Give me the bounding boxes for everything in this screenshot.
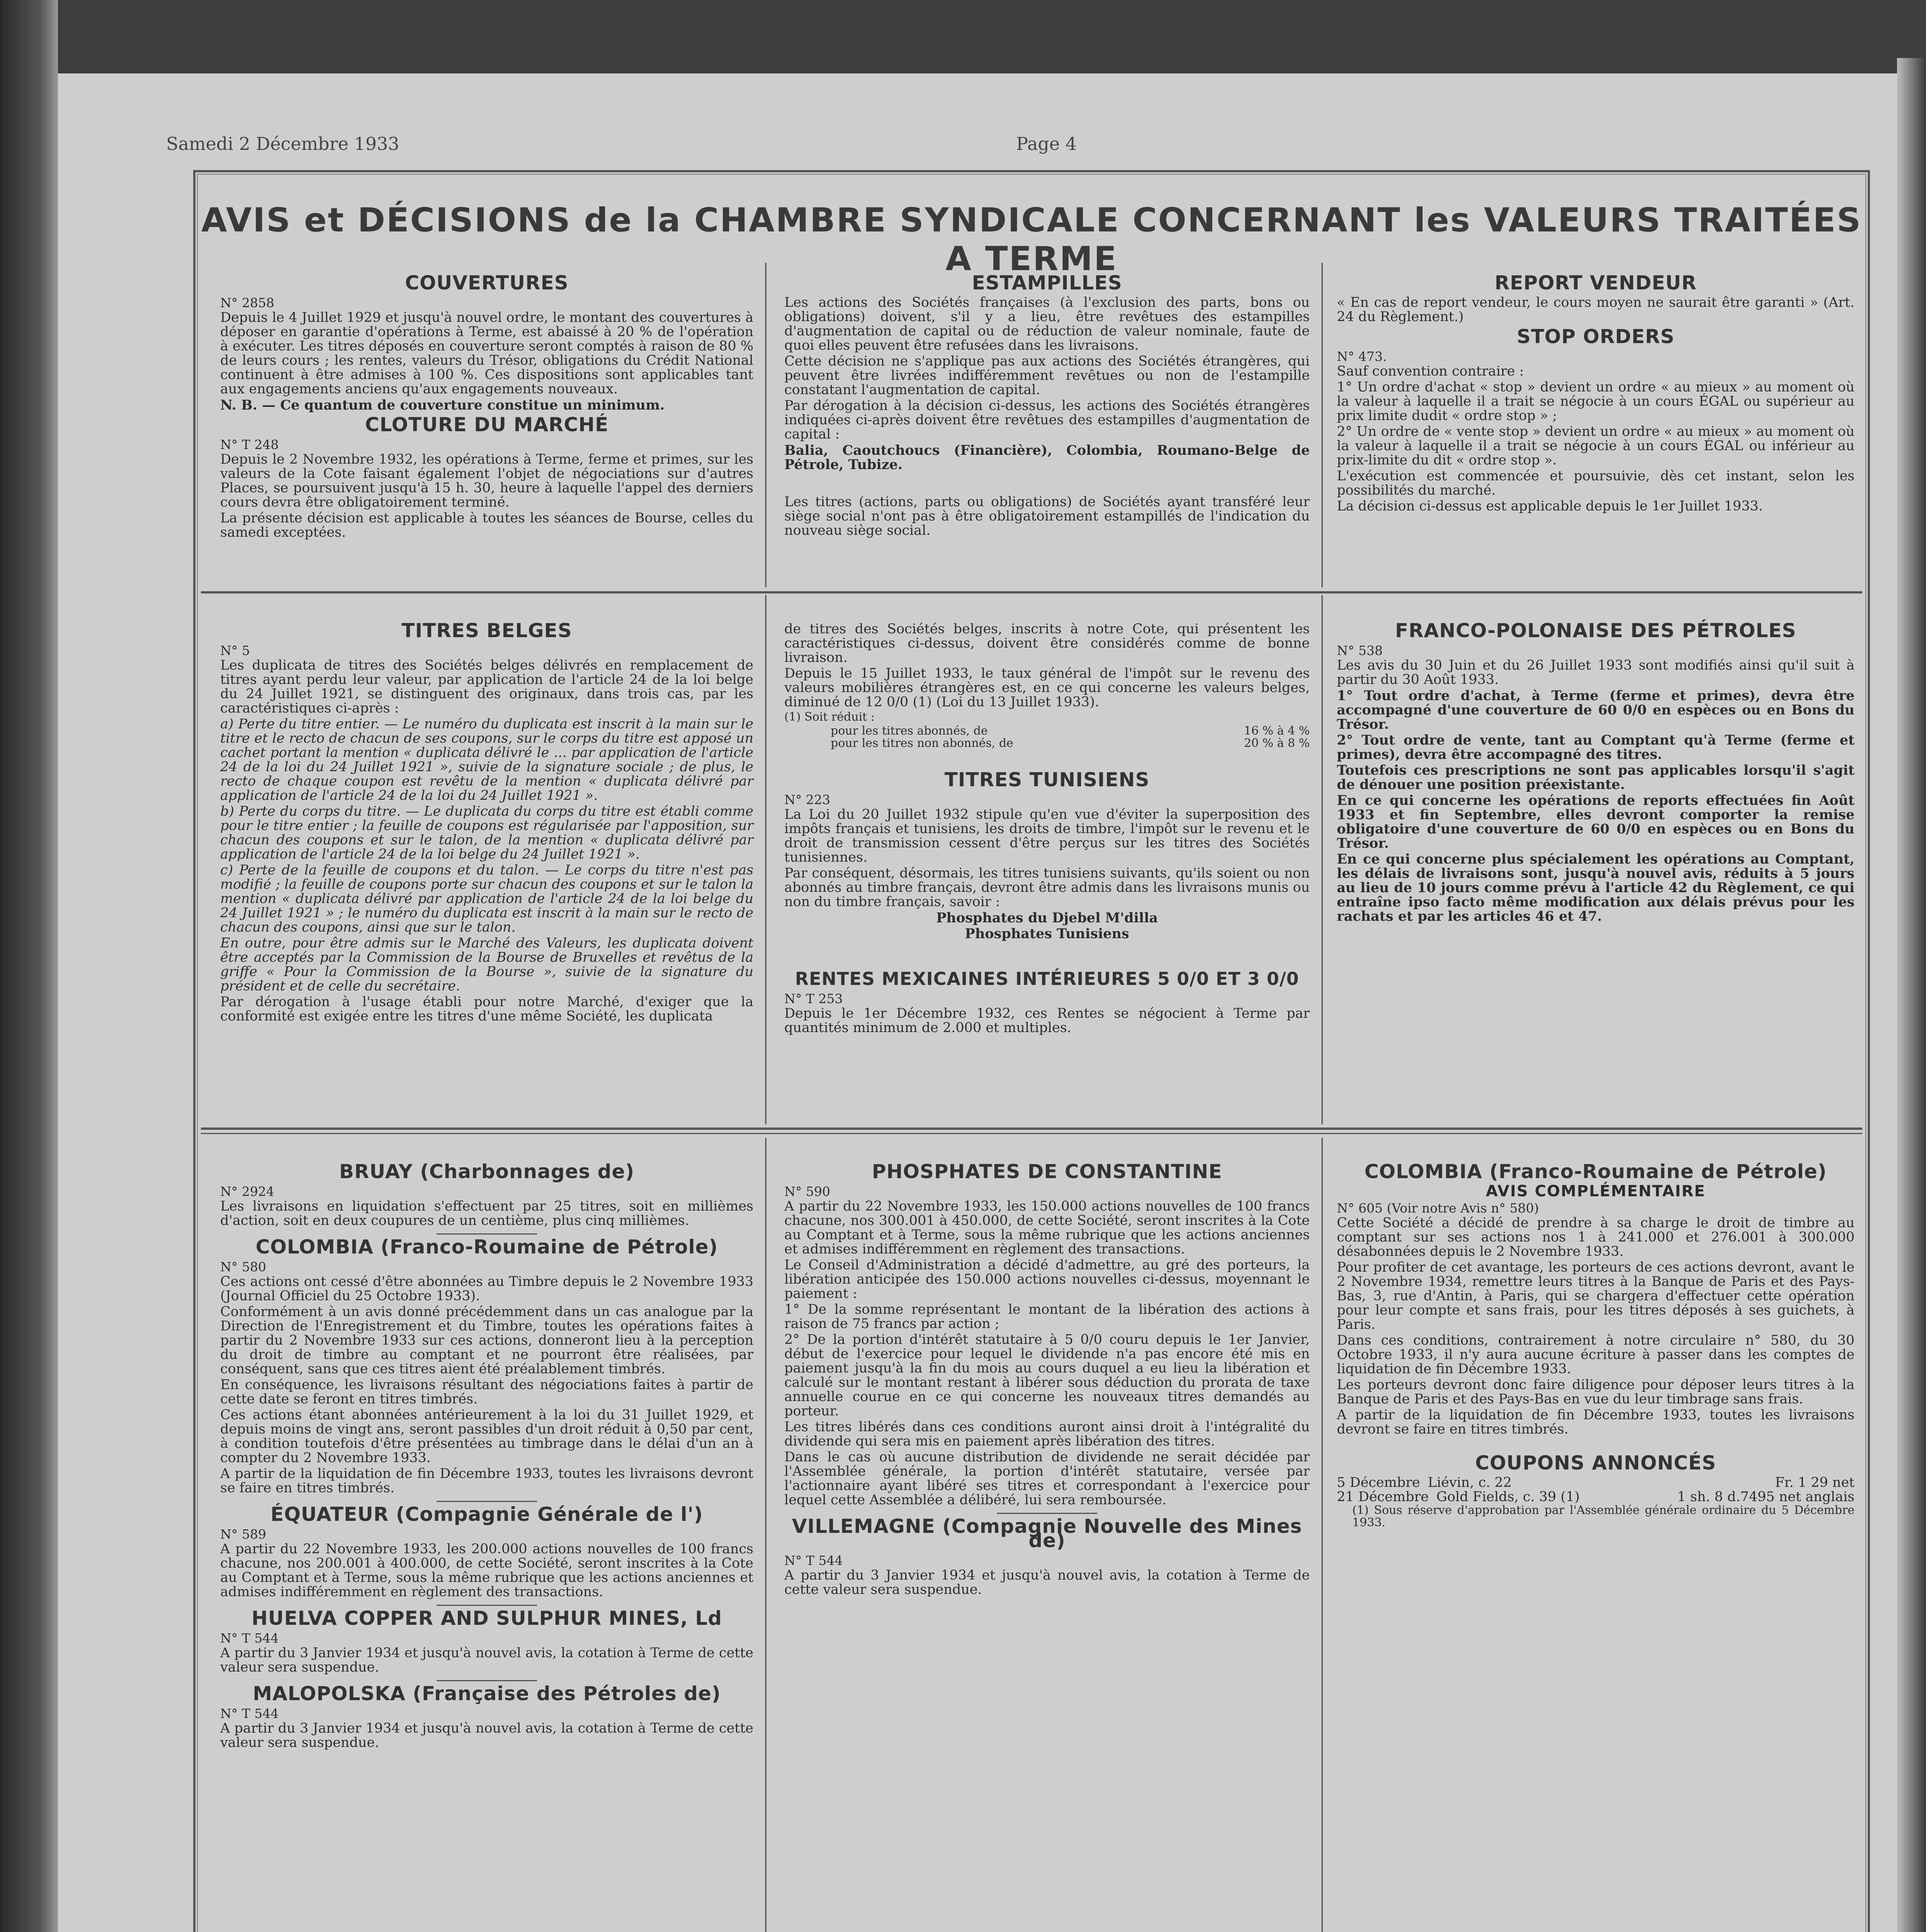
nota-bene: N. B. — Ce quantum de couverture constitue un minimum. — [220, 397, 665, 413]
colombia-heading: COLOMBIA (Franco-Roumaine de Pétrole) — [255, 1236, 718, 1258]
coupon-amount: 1 sh. 8 d.7495 net anglais — [1677, 1489, 1855, 1505]
paragraph: A partir du 22 Novembre 1933, les 150.000 actions nouvelles de 100 francs chacune, nos 300.001 à 450.000, de cette Société, seront inscrites à la Cote au Comptant et à Terme, sous la même rubrique que les actions anciennes et admises indifféremment en règlement des transactions. — [784, 1199, 1310, 1257]
column-rule — [1321, 1138, 1323, 1932]
column-rule — [765, 595, 767, 1124]
footnote: (1) Soit réduit : — [784, 710, 875, 724]
notice-ref: N° 590 — [784, 1184, 830, 1199]
separator — [437, 1605, 537, 1606]
notice-ref: N° T 544 — [220, 1706, 279, 1721]
titres-belges-heading: TITRES BELGES — [401, 619, 572, 642]
notice-ref: N° T 253 — [784, 991, 843, 1006]
colombia-heading: COLOMBIA (Franco-Roumaine de Pétrole) — [1364, 1160, 1827, 1183]
column-rule — [1321, 595, 1323, 1124]
page-number: Page 4 — [1016, 133, 1077, 154]
tax-rate-label: pour les titres non abonnés, de — [831, 736, 1013, 750]
couvertures-heading: COUVERTURES — [405, 272, 569, 294]
paragraph: Les porteurs devront donc faire diligence pour déposer leurs titres à la Banque de Paris et des Pays-Bas en vue du leur timbrage sans frais. — [1337, 1377, 1855, 1407]
belges-continued-column — [784, 622, 1310, 1037]
paragraph: Dans ces conditions, contrairement à notre circulaire n° 580, du 30 Octobre 1933, il n'y aura aucune écriture à passer dans les comptes de liquidation de fin Décembre 1933. — [1337, 1333, 1855, 1377]
paragraph: Par dérogation à la décision ci-dessus, les actions des Sociétés étrangères indiquées ci-après doivent être revêtues des estampilles d'augmentation de capital : — [784, 398, 1310, 442]
tax-rate-row — [784, 725, 1310, 737]
paragraph: 2° Un ordre de « vente stop » devient un ordre « au mieux » au moment où la valeur à laquelle il a trait se négocie à un cours ÉGAL ou inférieur au prix-limite du dit « ordre stop ». — [1337, 424, 1855, 468]
phosphates-column — [784, 1159, 1310, 1599]
paragraph: Cette Société a décidé de prendre à sa charge le droit de timbre au comptant sur ses actions nos 1 à 241.000 et 276.001 à 300.000 désabonnées depuis le 2 Novembre 1933. — [1337, 1215, 1855, 1259]
paragraph: 1° Un ordre d'achat « stop » devient un ordre « au mieux » au moment où la valeur à laquelle il a trait se négocie à un cours ÉGAL ou supérieur au prix limite dudit « ordre stop » ; — [1337, 379, 1855, 423]
separator — [437, 1233, 537, 1235]
paragraph: A partir du 3 Janvier 1934 et jusqu'à nouvel avis, la cotation à Terme de cette valeur sera suspendue. — [220, 1721, 753, 1750]
colombia-complement-column — [1337, 1159, 1855, 1531]
paragraph: 2° Tout ordre de vente, tant au Comptant qu'à Terme (ferme et primes), devra être accompagné des titres. — [1337, 732, 1855, 762]
paragraph: A partir du 22 Novembre 1933, les 200.000 actions nouvelles de 100 francs chacune, nos 200.001 à 400.000, de cette Société, seront inscrites à la Cote au Comptant et à Terme, sous la même rubrique que les actions anciennes et admises indifféremment en règlement des transactions. — [220, 1541, 753, 1600]
equateur-heading: ÉQUATEUR (Compagnie Générale de l') — [270, 1503, 703, 1526]
notice-ref: N° 2858 — [220, 295, 274, 310]
notice-ref: N° 473. — [1337, 349, 1387, 364]
coupon-row — [1337, 1490, 1855, 1504]
coupon-list — [1337, 1476, 1855, 1504]
notice-ref: N° 538 — [1337, 643, 1383, 658]
paragraph: A partir du 3 Janvier 1934 et jusqu'à nouvel avis, la cotation à Terme de cette valeur sera suspendue. — [784, 1568, 1310, 1597]
company-list: Balia, Caoutchoucs (Financière), Colombia, Roumano-Belge de Pétrole, Tubize. — [784, 442, 1310, 473]
malopolska-heading: MALOPOLSKA (Française des Pétroles de) — [253, 1682, 721, 1705]
paragraph: Les livraisons en liquidation s'effectuent par 25 titres, soit en millièmes d'action, soit en deux coupures de un centième, plus cinq millièmes. — [220, 1199, 753, 1228]
paragraph: Ces actions étant abonnées antérieurement à la loi du 31 Juillet 1929, et depuis moins de vingt ans, seront passibles d'un droit réduit à 0,50 par cent, à condition toutefois d'être présentées au timbrage dans le délai d'un an à compter du 2 Novembre 1933. — [220, 1407, 753, 1466]
stop-orders-heading: STOP ORDERS — [1516, 325, 1675, 348]
villemagne-heading: VILLEMAGNE (Compagnie Nouvelle des Mines de) — [792, 1515, 1302, 1552]
paragraph: A partir du 3 Janvier 1934 et jusqu'à nouvel avis, la cotation à Terme de cette valeur sera suspendue. — [220, 1645, 753, 1675]
couvertures-column — [220, 270, 753, 541]
paragraph: « En cas de report vendeur, le cours moyen ne saurait être garanti » (Art. 24 du Règlement.) — [1337, 295, 1855, 325]
paragraph: Depuis le 1er Décembre 1932, ces Rentes se négocient à Terme par quantités minimum de 2.000 et multiples. — [784, 1006, 1310, 1036]
paragraph: Toutefois ces prescriptions ne sont pas applicables lorsqu'il s'agit de dénouer une position préexistante. — [1337, 762, 1855, 793]
paragraph: 1° De la somme représentant le montant de la libération des actions à raison de 75 francs par action ; — [784, 1302, 1310, 1332]
tax-rate-label: pour les titres abonnés, de — [831, 724, 988, 738]
estampilles-column — [784, 270, 1310, 539]
column-rule — [765, 263, 767, 587]
paragraph: A partir de la liquidation de fin Décembre 1933, toutes les livraisons devront se faire en titres timbrés. — [1337, 1407, 1855, 1437]
paragraph: Depuis le 2 Novembre 1932, les opérations à Terme, ferme et primes, sur les valeurs de la Cote faisant également l'objet de négociations sur d'autres Places, se poursuivent jusqu'à 15 h. 30, heure à laquelle l'appel des derniers cours devra être obligatoirement terminé. — [220, 452, 753, 510]
paragraph: La décision ci-dessus est applicable depuis le 1er Juillet 1933. — [1337, 498, 1763, 514]
notice-ref: N° T 248 — [220, 437, 279, 452]
coupon-row — [1337, 1476, 1855, 1490]
franco-polonaise-heading: FRANCO-POLONAISE DES PÉTROLES — [1395, 619, 1797, 642]
paragraph: A partir de la liquidation de fin Décembre 1933, toutes les livraisons devront se faire en titres timbrés. — [220, 1466, 753, 1496]
coupon-name: Liévin, c. 22 — [1428, 1475, 1512, 1490]
paragraph: Les avis du 30 Juin et du 26 Juillet 1933 sont modifiés ainsi qu'il suit à partir du 30 Août 1933. — [1337, 658, 1855, 687]
bruay-heading: BRUAY (Charbonnages de) — [339, 1160, 635, 1183]
paragraph: En conséquence, les livraisons résultant des négociations faites à partir de cette date se feront en titres timbrés. — [220, 1377, 753, 1407]
binding-spine — [0, 0, 58, 1932]
company-name: Phosphates du Djebel M'dilla — [936, 910, 1158, 926]
paragraph: Depuis le 15 Juillet 1933, le taux général de l'impôt sur le revenu des valeurs mobilières étrangères est, en ce qui concerne les valeurs belges, diminué de 12 0/0 (1) (Loi du 13 Juillet 1933). — [784, 666, 1310, 710]
paragraph: 1° Tout ordre d'achat, à Terme (ferme et primes), devra être accompagné d'une couverture de 60 0/0 en espèces ou en Bons du Trésor. — [1337, 688, 1855, 732]
coupon-date: 21 Décembre — [1337, 1489, 1429, 1505]
notice-ref: N° 580 — [220, 1259, 266, 1274]
paragraph: Conformément à un avis donné précédemment dans un cas analogue par la Direction de l'Enregistrement et du Timbre, toutes les opérations faites à partir du 2 Novembre 1933 sur ces actions, donneront lieu à la perception du droit de timbre au comptant et ne pourront être réalisées, par conséquent, sans que ces titres aient été préalablement timbrés. — [220, 1304, 753, 1377]
separator — [437, 1501, 537, 1502]
notice-ref: N° T 544 — [784, 1553, 843, 1568]
section-divider-1 — [201, 591, 1862, 594]
section-divider-2 — [201, 1128, 1862, 1130]
company-name: Phosphates Tunisiens — [965, 926, 1129, 942]
paragraph: Les titres (actions, parts ou obligations) de Sociétés ayant transféré leur siège social n'ont pas à être obligatoirement estampillés de l'indication du nouveau siège social. — [784, 494, 1310, 538]
paragraph: La Loi du 20 Juillet 1932 stipule qu'en vue d'éviter la superposition des impôts français et tunisiens, les droits de timbre, l'impôt sur le revenu et le droit de transmission cessent d'être perçus sur les titres des Sociétés tunisiennes. — [784, 807, 1310, 865]
tax-rate-value: 20 % à 8 % — [1244, 736, 1310, 750]
paragraph: Cette décision ne s'applique pas aux actions des Sociétés étrangères, qui peuvent être livrées indifféremment revêtues ou non de l'estampille constatant l'augmentation de capital. — [784, 354, 1310, 398]
phosphates-heading: PHOSPHATES DE CONSTANTINE — [872, 1160, 1222, 1183]
tax-rate-row — [784, 737, 1310, 750]
estampilles-heading: ESTAMPILLES — [972, 272, 1122, 294]
notice-ref: N° 5 — [220, 643, 250, 658]
huelva-heading: HUELVA COPPER AND SULPHUR MINES, Ld — [252, 1607, 722, 1629]
paragraph: Dans le cas où aucune distribution de dividende ne serait décidée par l'Assemblée générale, la portion d'intérêt statutaire, versée par l'actionnaire ayant libéré ses titres et correspondant à l'exercice pour lequel cette Assemblée a délibéré, lui sera remboursée. — [784, 1449, 1310, 1508]
paragraph: c) Perte de la feuille de coupons et du talon. — Le corps du titre n'est pas modifié ; la feuille de coupons porte sur chacun des coupons et sur le talon la mention « duplicata délivré par application de l'article 24 de la loi belge du 24 Juillet 1921 » ; le numéro du duplicata est inscrit à la main sur le recto de chacun des coupons, ainsi que sur le talon. — [220, 862, 753, 935]
titres-tunisiens-heading: TITRES TUNISIENS — [944, 769, 1150, 791]
paragraph: de titres des Sociétés belges, inscrits à notre Cote, qui présentent les caractéristiques ci-dessus, doivent être considérés comme de bonne livraison. — [784, 621, 1310, 665]
paragraph: Le Conseil d'Administration a décidé d'admettre, au gré des porteurs, la libération anticipée des 150.000 actions nouvelles ci-dessus, moyennant le paiement : — [784, 1257, 1310, 1301]
coupon-date: 5 Décembre — [1337, 1475, 1420, 1490]
notice-ref: N° 2924 — [220, 1184, 274, 1199]
page-banner-title: AVIS et DÉCISIONS de la CHAMBRE SYNDICALE CONCERNANT les VALEURS TRAITÉES A TERME — [201, 201, 1862, 278]
issue-date: Samedi 2 Décembre 1933 — [166, 133, 399, 154]
paragraph: b) Perte du corps du titre. — Le duplicata du corps du titre est établi comme pour le titre entier ; la feuille de coupons est régularisée par l'apposition, sur chacun des coupons et sur le talon, de la mention « duplicata délivré par application de l'article 24 de la loi belge du 24 Juillet 1921 ». — [220, 804, 753, 862]
separator — [437, 1680, 537, 1681]
paragraph: En ce qui concerne les opérations de reports effectuées fin Août 1933 et fin Septembre, elles devront comporter la remise obligatoire d'une couverture de 60 0/0 en espèces ou en Bons du Trésor. — [1337, 793, 1855, 851]
report-stop-column — [1337, 270, 1855, 515]
coupon-footnote: (1) Sous réserve d'approbation par l'Assemblée générale ordinaire du 5 Décembre 1933. — [1352, 1503, 1855, 1529]
paragraph: La présente décision est applicable à toutes les séances de Bourse, celles du samedi exceptées. — [220, 510, 753, 540]
paragraph: En ce qui concerne plus spécialement les opérations au Comptant, les délais de livraisons sont, jusqu'à nouvel avis, réduits à 5 jours au lieu de 10 jours comme prévu à l'article 42 du Règlement, ce qui entraîne ipso facto même modification aux délais prévus pour les rachats et par les articles 46 et 47. — [1337, 851, 1855, 924]
column-rule — [1321, 263, 1323, 587]
paragraph: Par dérogation à l'usage établi pour notre Marché, d'exiger que la conformité est exigée entre les titres d'une même Société, les duplicata — [220, 994, 753, 1024]
paragraph: Les titres libérés dans ces conditions auront ainsi droit à l'intégralité du dividende qui sera mis en paiement après libération des titres. — [784, 1419, 1310, 1449]
report-vendeur-heading: REPORT VENDEUR — [1494, 272, 1697, 294]
coupon-name: Gold Fields, c. 39 (1) — [1436, 1489, 1580, 1505]
coupon-amount: Fr. 1 29 net — [1775, 1475, 1855, 1490]
separator — [997, 1513, 1097, 1514]
section-divider-2b — [201, 1133, 1862, 1134]
notice-ref: N° 605 (Voir notre Avis n° 580) — [1337, 1201, 1539, 1216]
paragraph: L'exécution est commencée et poursuivie, dès cet instant, selon les possibilités du marché. — [1337, 468, 1855, 498]
paragraph: Depuis le 4 Juillet 1929 et jusqu'à nouvel ordre, le montant des couvertures à déposer en garantie d'opérations à Terme, est abaissé à 20 % de l'opération à exécuter. Les titres déposés en couverture seront comptés à raison de 80 % de leurs cours ; les rentes, valeurs du Trésor, obligations du Crédit National continuent à être admises à 100 %. Ces dispositions sont applicables tant aux engagements anciens qu'aux engagements nouveaux. — [220, 310, 753, 397]
tax-rate-value: 16 % à 4 % — [1244, 724, 1310, 738]
bruay-column — [220, 1159, 753, 1752]
paragraph: Les actions des Sociétés françaises (à l'exclusion des parts, bons ou obligations) doivent, s'il y a lieu, être revêtues des estampilles d'augmentation de capital ou de réduction de valeur nominale, faute de quoi elles peuvent être refusées dans les livraisons. — [784, 295, 1310, 353]
franco-polonaise-column — [1337, 618, 1855, 925]
paragraph: Pour profiter de cet avantage, les porteurs de ces actions devront, avant le 2 Novembre 1934, remettre leurs titres à la Banque de Paris et des Pays-Bas, 3, rue d'Antin, à Paris, qui se chargera d'effectuer cette opération pour leur compte et sans frais, pour les titres déposés à ses guichets, à Paris. — [1337, 1260, 1855, 1332]
paragraph: Sauf convention contraire : — [1337, 364, 1524, 379]
paragraph: Par conséquent, désormais, les titres tunisiens suivants, qu'ils soient ou non abonnés au timbre français, devront être admis dans les livraisons munis ou non du timbre français, savoir : — [784, 866, 1310, 910]
paragraph: a) Perte du titre entier. — Le numéro du duplicata est inscrit à la main sur le titre et le recto de chacun de ses coupons, sur le corps du titre est apposé un cachet portant la mention « duplicata délivré le ... par application de l'article 24 de la loi du 24 Juillet 1921 », suivie de la signature sociale ; de plus, le recto de chaque coupon est revêtu de la mention « duplicata délivré par application de l'article 24 de la loi du 24 Juillet 1921 ». — [220, 716, 753, 803]
page-edge-shadow — [1897, 58, 1926, 1932]
coupons-annonces-heading: COUPONS ANNONCÉS — [1475, 1452, 1716, 1474]
column-rule — [765, 1138, 767, 1932]
paragraph: 2° De la portion d'intérêt statutaire à 5 0/0 couru depuis le 1er Janvier, début de l'exercice pour lequel le dividende n'a pas encore été mis en paiement jusqu'à la fin du mois au cours duquel a eu lieu la libération et calculé sur le montant restant à libérer sous déduction du prorata de taxe annuelle courue en ce qui concerne les nouveaux titres demandés au porteur. — [784, 1332, 1310, 1419]
paragraph: Ces actions ont cessé d'être abonnées au Timbre depuis le 2 Novembre 1933 (Journal Officiel du 25 Octobre 1933). — [220, 1274, 753, 1304]
notice-ref: N° 223 — [784, 792, 830, 807]
notice-ref: N° 589 — [220, 1527, 266, 1542]
titres-belges-column — [220, 618, 753, 1025]
paragraph: Les duplicata de titres des Sociétés belges délivrés en remplacement de titres ayant perdu leur valeur, par application de l'article 24 de la loi belge du 24 Juillet 1921, se distinguent des originaux, dans trois cas, par les caractéristiques ci-après : — [220, 658, 753, 716]
avis-complementaire-subheading: AVIS COMPLÉMENTAIRE — [1486, 1182, 1706, 1200]
paragraph: En outre, pour être admis sur le Marché des Valeurs, les duplicata doivent être acceptés par la Commission de la Bourse de Bruxelles et revêtus de la griffe « Pour la Commission de la Bourse », suivie de la signature du président et de celle du secrétaire. — [220, 935, 753, 994]
notice-ref: N° T 544 — [220, 1631, 279, 1646]
rentes-mexicaines-heading: RENTES MEXICAINES INTÉRIEURES 5 0/0 ET 3 0/0 — [795, 968, 1299, 989]
cloture-heading: CLOTURE DU MARCHÉ — [365, 413, 609, 436]
